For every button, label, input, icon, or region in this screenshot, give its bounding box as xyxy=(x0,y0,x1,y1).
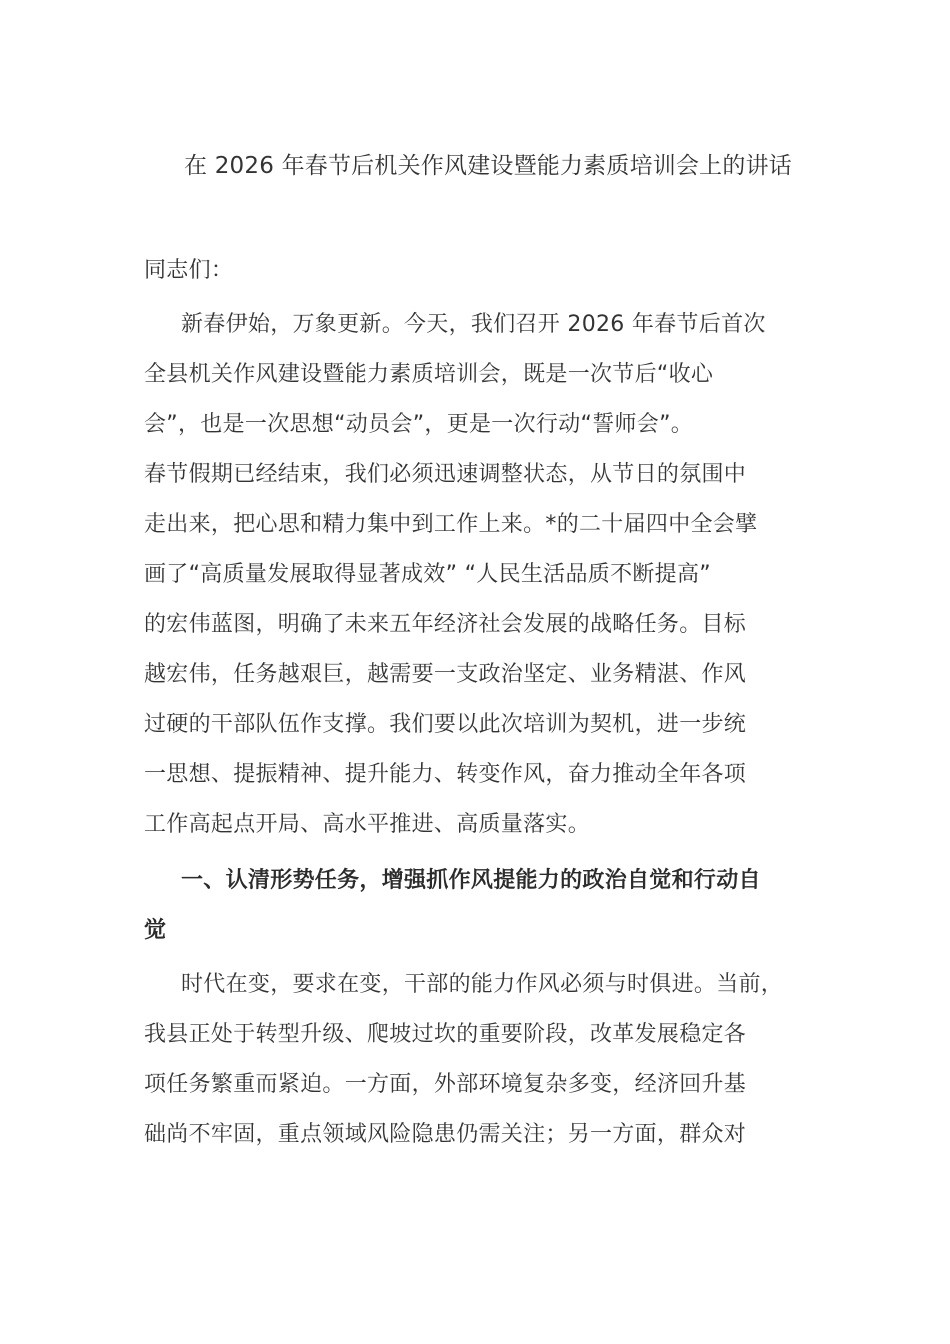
paragraph-line: 会”，也是一次思想“动员会”，更是一次行动“誓师会”。 xyxy=(144,412,694,437)
paragraph-line: 项任务繁重而紧迫。一方面，外部环境复杂多变，经济回升基 xyxy=(144,1072,747,1097)
paragraph-line: 时代在变，要求在变，干部的能力作风必须与时俱进。当前， xyxy=(181,972,784,997)
paragraph-intro xyxy=(144,300,812,850)
paragraph-line: 我县正处于转型升级、爬坡过坎的重要阶段，改革发展稳定各 xyxy=(144,1022,747,1047)
document-title: 在 2026 年春节后机关作风建设暨能力素质培训会上的讲话 xyxy=(184,153,792,179)
paragraph-line: 春节假期已经结束，我们必须迅速调整状态，从节日的氛围中 xyxy=(144,462,747,487)
document-body xyxy=(144,246,812,1160)
paragraph-line: 础尚不牢固，重点领域风险隐患仍需关注；另一方面，群众对 xyxy=(144,1122,747,1147)
section-heading-1 xyxy=(144,856,812,956)
paragraph-line: 工作高起点开局、高水平推进、高质量落实。 xyxy=(144,812,591,837)
paragraph-line: 画了“高质量发展取得显著成效” “人民生活品质不断提高” xyxy=(144,562,711,587)
paragraph-situation xyxy=(144,960,812,1160)
paragraph-line: 走出来，把心思和精力集中到工作上来。*的二十届四中全会擘 xyxy=(144,512,758,537)
paragraph-line: 全县机关作风建设暨能力素质培训会，既是一次节后“收心 xyxy=(144,362,714,387)
salutation: 同志们： xyxy=(144,258,234,283)
heading-line: 一、认清形势任务，增强抓作风提能力的政治自觉和行动自 xyxy=(181,868,761,893)
paragraph-line: 一思想、提振精神、提升能力、转变作风，奋力推动全年各项 xyxy=(144,762,747,787)
heading-line: 觉 xyxy=(144,918,167,943)
paragraph-line: 新春伊始，万象更新。今天，我们召开 2026 年春节后首次 xyxy=(181,312,766,337)
paragraph-line: 越宏伟，任务越艰巨，越需要一支政治坚定、业务精湛、作风 xyxy=(144,662,747,687)
paragraph-line: 的宏伟蓝图，明确了未来五年经济社会发展的战略任务。目标 xyxy=(144,612,747,637)
paragraph-line: 过硬的干部队伍作支撑。我们要以此次培训为契机，进一步统 xyxy=(144,712,747,737)
